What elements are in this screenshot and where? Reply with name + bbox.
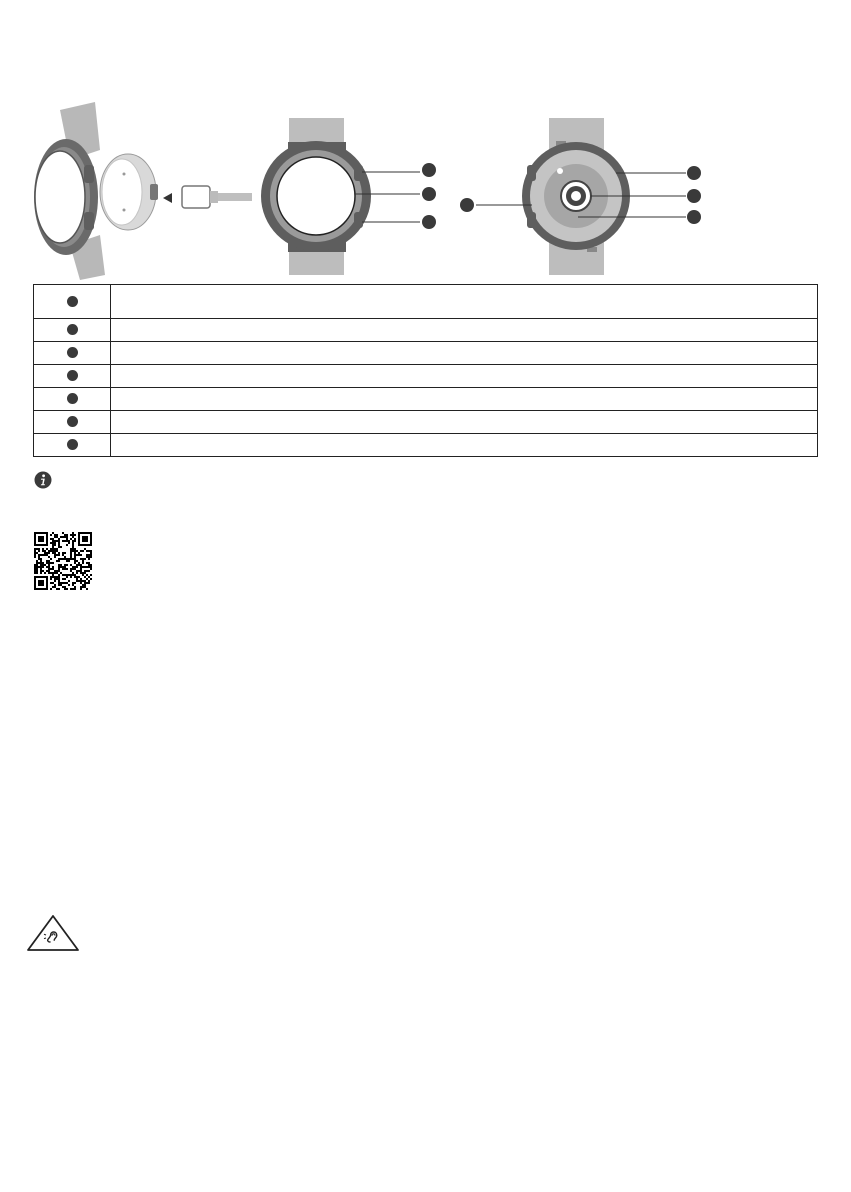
parts-table (33, 284, 818, 457)
item-description (111, 342, 818, 365)
item-description (111, 434, 818, 457)
table-row (34, 365, 818, 388)
watch-back-view (476, 118, 686, 275)
item-number-badge (67, 439, 78, 450)
watch-front-view (261, 118, 420, 275)
charging-cradle (100, 154, 172, 230)
item-number-badge (67, 393, 78, 404)
item-description (111, 319, 818, 342)
callout-dot-7 (687, 210, 701, 224)
callout-dot-5 (687, 166, 701, 180)
callout-dot-6 (687, 189, 701, 203)
item-number-badge (67, 296, 78, 307)
table-row (34, 285, 818, 319)
item-description (111, 388, 818, 411)
table-row (34, 319, 818, 342)
item-number-badge (67, 324, 78, 335)
qr-code[interactable] (34, 532, 92, 590)
callout-dot-4 (460, 198, 474, 212)
info-icon (34, 471, 52, 489)
callout-dot-1 (422, 163, 436, 177)
item-description (111, 285, 818, 319)
callout-dot-3 (422, 215, 436, 229)
table-row (34, 388, 818, 411)
item-description (111, 365, 818, 388)
watch-side-view (34, 102, 105, 280)
item-description (111, 411, 818, 434)
usb-c-cable (182, 186, 252, 208)
table-row (34, 411, 818, 434)
item-number-badge (67, 370, 78, 381)
callout-dot-2 (422, 187, 436, 201)
item-number-badge (67, 347, 78, 358)
device-illustration (0, 95, 851, 285)
table-row (34, 342, 818, 365)
hearing-warning-icon (25, 913, 81, 953)
item-number-badge (67, 416, 78, 427)
table-row (34, 434, 818, 457)
